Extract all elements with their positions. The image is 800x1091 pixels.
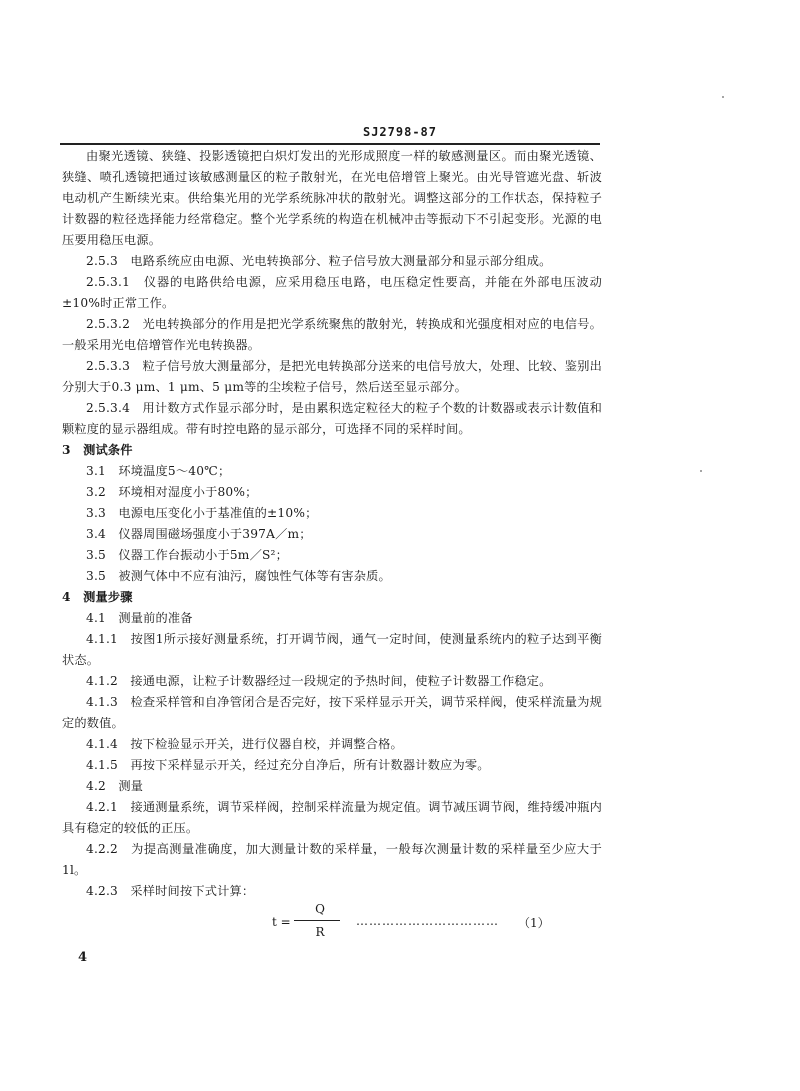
sampling-time-formula: [62, 904, 602, 946]
paragraph-4-1-1: 4.1.1 按图1所示接好测量系统，打开调节阀，通气一定时间，使测量系统内的粒子达到平衡状态。: [62, 632, 602, 667]
paragraph-3-5-gas: 3.5 被测气体中不应有油污，腐蚀性气体等有害杂质。: [86, 569, 391, 583]
paragraph-2-5-3-1: 2.5.3.1 仪器的电路供给电源，应采用稳压电路，电压稳定性要高，并能在外部电压波动±10%时正常工作。: [62, 275, 602, 310]
paragraph-3-5-vibration: 3.5 仪器工作台振动小于5m／S²；: [86, 548, 288, 562]
section-title-4: 4 测量步骤: [62, 590, 133, 604]
formula-denominator: R: [315, 925, 325, 939]
paragraph-optical-system: 由聚光透镜、狭缝、投影透镜把白炽灯发出的光形成照度一样的敏感测量区。而由聚光透镜、狭缝、喷孔透镜把通过该敏感测量区的粒子散射光，在光电倍增管上聚光。由光导管遮光盘、斩波电动机产生断续光束。供给集光用的光学系统脉冲状的散射光。调整这部分的工作状态，保持粒子计数器的粒径选择能力经常稳定。整个光学系统的构造在机械冲击等振动下不引起变形。光源的电压要用稳压电源。: [62, 149, 602, 247]
paragraph-2-5-3-3: 2.5.3.3 粒子信号放大测量部分，是把光电转换部分送来的电信号放大，处理、比较、鉴别出分别大于0.3 μm、1 μm、5 μm等的尘埃粒子信号，然后送至显示部分。: [62, 359, 602, 394]
paragraph-4-1: 4.1 测量前的准备: [86, 611, 193, 625]
paragraph-3-2: 3.2 环境相对湿度小于80%；: [86, 485, 258, 499]
formula-lhs: t =: [272, 915, 291, 929]
paragraph-3-3: 3.3 电源电压变化小于基准值的±10%；: [86, 506, 318, 520]
paragraph-2-5-3-4: 2.5.3.4 用计数方式作显示部分时，是由累积选定粒径大的粒子个数的计数器或表示计数值和颗粒度的显示器组成。带有时控电路的显示部分，可选择不同的采样时间。: [62, 401, 602, 436]
paragraph-4-1-2: 4.1.2 接通电源，让粒子计数器经过一段规定的予热时间，使粒子计数器工作稳定。: [86, 674, 552, 688]
paragraph-4-2-2: 4.2.2 为提高测量准确度，加大测量计数的采样量，一般每次测量计数的采样量至少应大于1l。: [62, 842, 602, 877]
paragraph-2-5-3-2: 2.5.3.2 光电转换部分的作用是把光学系统聚焦的散射光，转换成和光强度相对应的电信号。一般采用光电倍增管作光电转换器。: [62, 317, 602, 352]
paragraph-4-1-5: 4.1.5 再按下采样显示开关，经过充分自净后，所有计数器计数应为零。: [86, 758, 490, 772]
formula-numerator: Q: [315, 902, 325, 916]
standard-id: SJ2798-87: [362, 125, 438, 139]
paragraph-3-1: 3.1 环境温度5～40℃；: [86, 464, 231, 478]
paragraph-4-1-3: 4.1.3 检查采样管和自净管闭合是否完好，按下采样显示开关，调节采样阀，使采样流量为规定的数值。: [62, 695, 602, 730]
document-body: [62, 146, 602, 946]
paragraph-4-2: 4.2 测量: [86, 779, 144, 793]
page-number: 4: [78, 950, 88, 965]
formula-fraction-bar: [294, 920, 340, 921]
paragraph-3-4: 3.4 仪器周围磁场强度小于397A／m；: [86, 527, 312, 541]
paragraph-2-5-3: 2.5.3 电路系统应由电源、光电转换部分、粒子信号放大测量部分和显示部分组成。: [86, 254, 552, 268]
paragraph-4-1-4: 4.1.4 按下检验显示开关，进行仪器自校，并调整合格。: [86, 737, 403, 751]
formula-leader-dots: ……………………………: [356, 914, 499, 928]
scan-speck: [722, 96, 724, 98]
section-title-3: 3 测试条件: [62, 443, 133, 457]
header-rule: [60, 143, 600, 145]
paragraph-4-2-3: 4.2.3 采样时间按下式计算：: [86, 884, 255, 898]
scan-speck: [700, 470, 702, 472]
paragraph-4-2-1: 4.2.1 接通测量系统，调节采样阀，控制采样流量为规定值。调节减压调节阀，维持缓冲瓶内具有稳定的较低的正压。: [62, 800, 602, 835]
formula-number: （1）: [518, 916, 550, 930]
